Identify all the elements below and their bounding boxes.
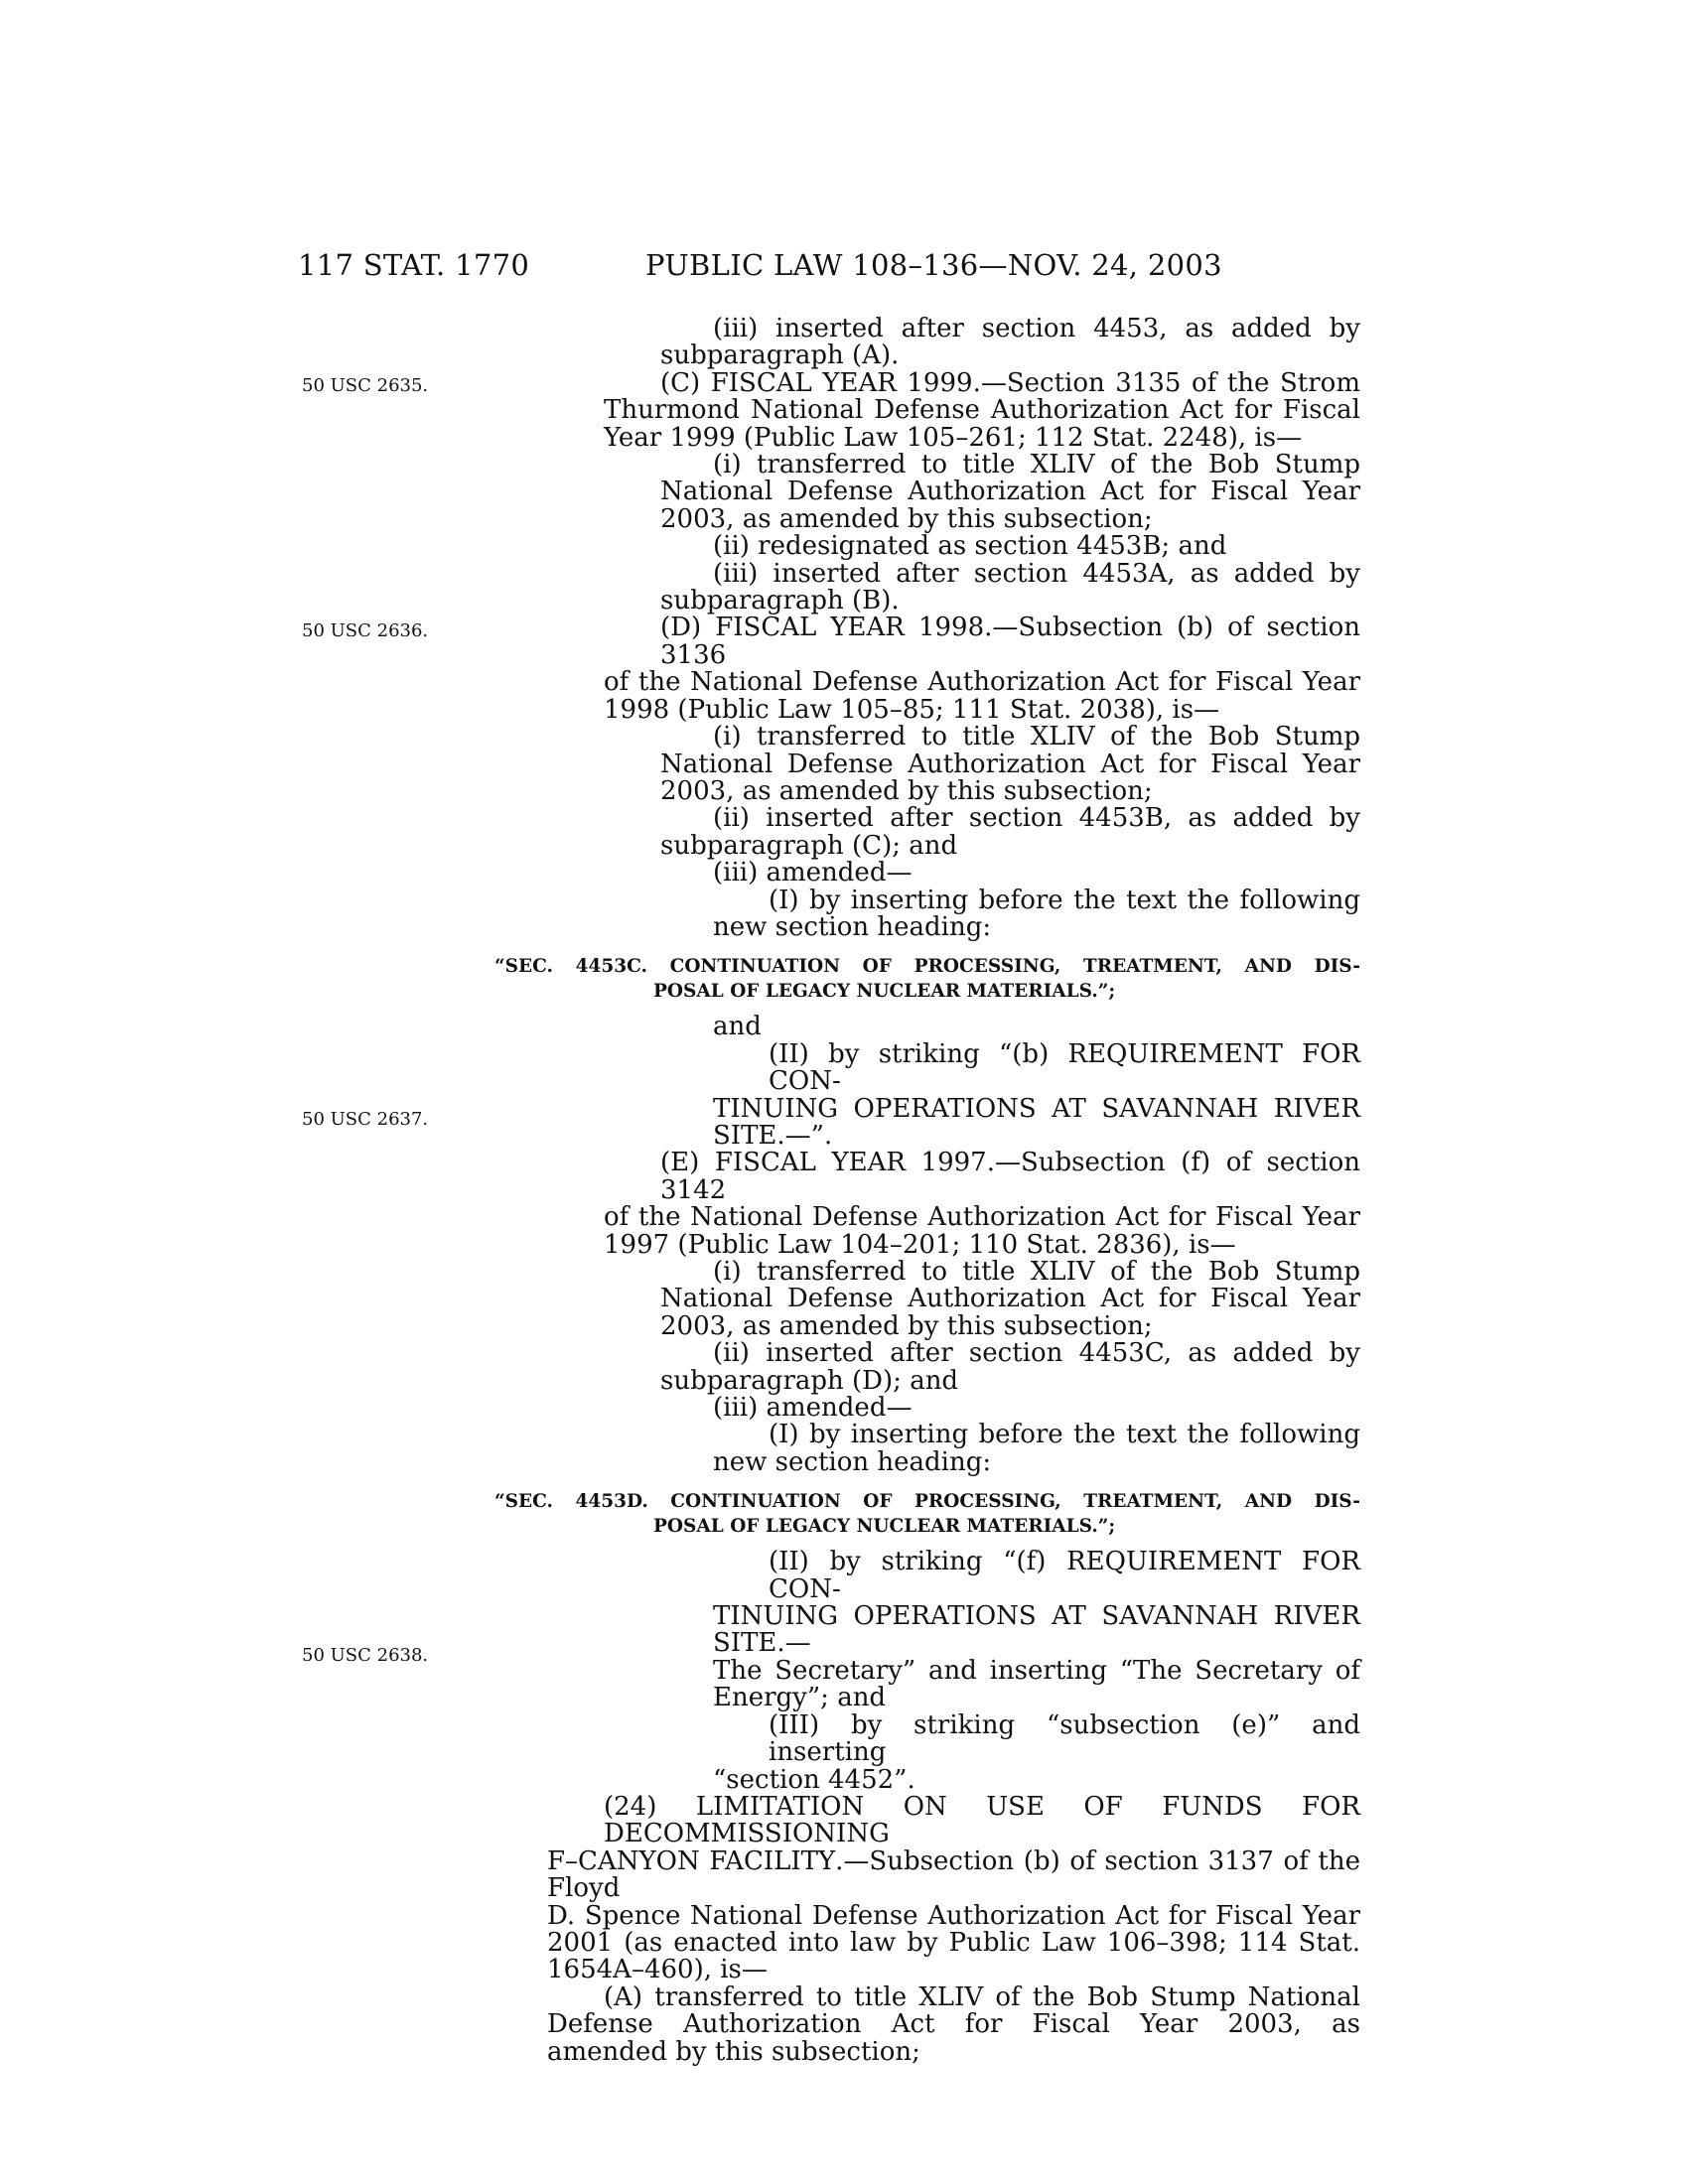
text-line: Year 1999 (Public Law 105–261; 112 Stat. 2248), is— (604, 422, 1303, 453)
text-line: “section 4452”. (713, 1764, 915, 1795)
text-line: 2001 (as enacted into law by Public Law 106–398; 114 Stat. (547, 1927, 1360, 1958)
text-line: TINUING OPERATIONS AT SAVANNAH RIVER (713, 1093, 1360, 1124)
text-line: F–CANYON FACILITY.—Subsection (b) of section 3137 of the Floyd (547, 1845, 1361, 1904)
subsection-heading: FISCAL YEAR 1997 (714, 1148, 987, 1178)
margin-note-usc-2638: 50 USC 2638. (302, 1645, 429, 1666)
text-line: SITE.—”. (713, 1120, 833, 1151)
text-line: new section heading: (713, 1446, 992, 1477)
text-line: and (713, 1012, 762, 1042)
text-line: (II) by striking “(f) REQUIREMENT FOR CON- (769, 1547, 1360, 1604)
text-line: subparagraph (C); and (660, 830, 958, 861)
text-line: 2003, as amended by this subsection; (660, 503, 1153, 534)
text-line: subparagraph (B). (660, 586, 900, 616)
text-line: (iii) amended— (713, 1393, 913, 1424)
text-line: (I) by inserting before the text the following (769, 885, 1360, 915)
text-line: Energy”; and (713, 1683, 887, 1713)
text-line: amended by this subsection; (547, 2036, 920, 2067)
text-line: National Defense Authorization Act for Fiscal Year (660, 749, 1360, 779)
text-line: 2003, as amended by this subsection; (660, 1310, 1153, 1341)
text-line: (ii) redesignated as section 4453B; and (713, 531, 1227, 562)
text-line: (A) transferred to title XLIV of the Bob Stump National (604, 1981, 1360, 2012)
text-line: 1654A–460), is— (547, 1955, 768, 1985)
text-line: National Defense Authorization Act for Fiscal Year (660, 1284, 1360, 1314)
section-heading-4453c: “SEC. 4453C. CONTINUATION OF PROCESSING, TREATMENT, AND DIS- POSAL OF LEGACY NUCLEAR MATERIALS.”; (494, 956, 1360, 1003)
text-line: (III) by striking “subsection (e)” and inserting (769, 1709, 1360, 1768)
text-line: The Secretary” and inserting “The Secretary of (713, 1655, 1360, 1686)
text-line: subparagraph (D); and (660, 1365, 959, 1396)
text-line: National Defense Authorization Act for Fiscal Year (660, 477, 1360, 507)
paragraph-heading: LIMITATION ON USE OF FUNDS FOR DECOMMISSIONING (604, 1791, 1360, 1849)
margin-note-usc-2637: 50 USC 2637. (302, 1109, 429, 1130)
text-line: Defense Authorization Act for Fiscal Year 2003, as (547, 2009, 1360, 2040)
text-line: of the National Defense Authorization Act for Fiscal Year (604, 667, 1360, 698)
text-line: (E) FISCAL YEAR 1997.—Subsection (f) of section 3142 (660, 1148, 1360, 1205)
text-line: (i) transferred to title XLIV of the Bob Stump (713, 1257, 1360, 1287)
text-line: (24) LIMITATION ON USE OF FUNDS FOR DECOMMISSIONING (604, 1791, 1360, 1849)
text-line: (II) by striking “(b) REQUIREMENT FOR CON- (769, 1038, 1361, 1097)
subsection-heading: FISCAL YEAR 1998 (715, 613, 985, 643)
section-heading-4453d: “SEC. 4453D. CONTINUATION OF PROCESSING, TREATMENT, AND DIS- POSAL OF LEGACY NUCLEAR MATERIALS.”; (494, 1491, 1360, 1538)
text-line: 2003, as amended by this subsection; (660, 775, 1153, 806)
text-line: subparagraph (A). (660, 341, 900, 371)
text-line: new section heading: (713, 911, 992, 942)
text-line: (C) FISCAL YEAR 1999.—Section 3135 of the Strom (660, 367, 1360, 398)
text-line: (i) transferred to title XLIV of the Bob Stump (713, 450, 1360, 480)
text-line: (iii) inserted after section 4453, as added by (713, 314, 1360, 343)
text-line: (iii) amended— (713, 858, 913, 888)
text-line: (ii) inserted after section 4453B, as added by (713, 803, 1360, 834)
statute-body (494, 314, 1361, 2067)
text-line: Thurmond National Defense Authorization Act for Fiscal (604, 395, 1360, 426)
margin-note-usc-2635: 50 USC 2635. (302, 375, 429, 396)
text-line: 1997 (Public Law 104–201; 110 Stat. 2836), is— (604, 1229, 1236, 1260)
text-line: (i) transferred to title XLIV of the Bob Stump (713, 722, 1360, 752)
text-line: (D) FISCAL YEAR 1998.—Subsection (b) of section 3136 (660, 613, 1360, 670)
text-line: of the National Defense Authorization Act for Fiscal Year (604, 1202, 1360, 1233)
page-stat-number: 117 STAT. 1770 (298, 248, 530, 282)
text-line: 1998 (Public Law 105–85; 111 Stat. 2038), is— (604, 694, 1220, 725)
text-line: D. Spence National Defense Authorization Act for Fiscal Year (547, 1900, 1360, 1931)
text-line: (I) by inserting before the text the following (769, 1420, 1360, 1450)
text-line: (ii) inserted after section 4453C, as added by (713, 1338, 1360, 1369)
public-law-header: PUBLIC LAW 108–136—NOV. 24, 2003 (645, 248, 1222, 282)
subsection-heading: FISCAL YEAR 1999 (710, 367, 973, 398)
margin-note-usc-2636: 50 USC 2636. (302, 620, 429, 641)
text-line: (iii) inserted after section 4453A, as added by (713, 558, 1360, 589)
text-line: TINUING OPERATIONS AT SAVANNAH RIVER SITE.— (713, 1601, 1360, 1659)
